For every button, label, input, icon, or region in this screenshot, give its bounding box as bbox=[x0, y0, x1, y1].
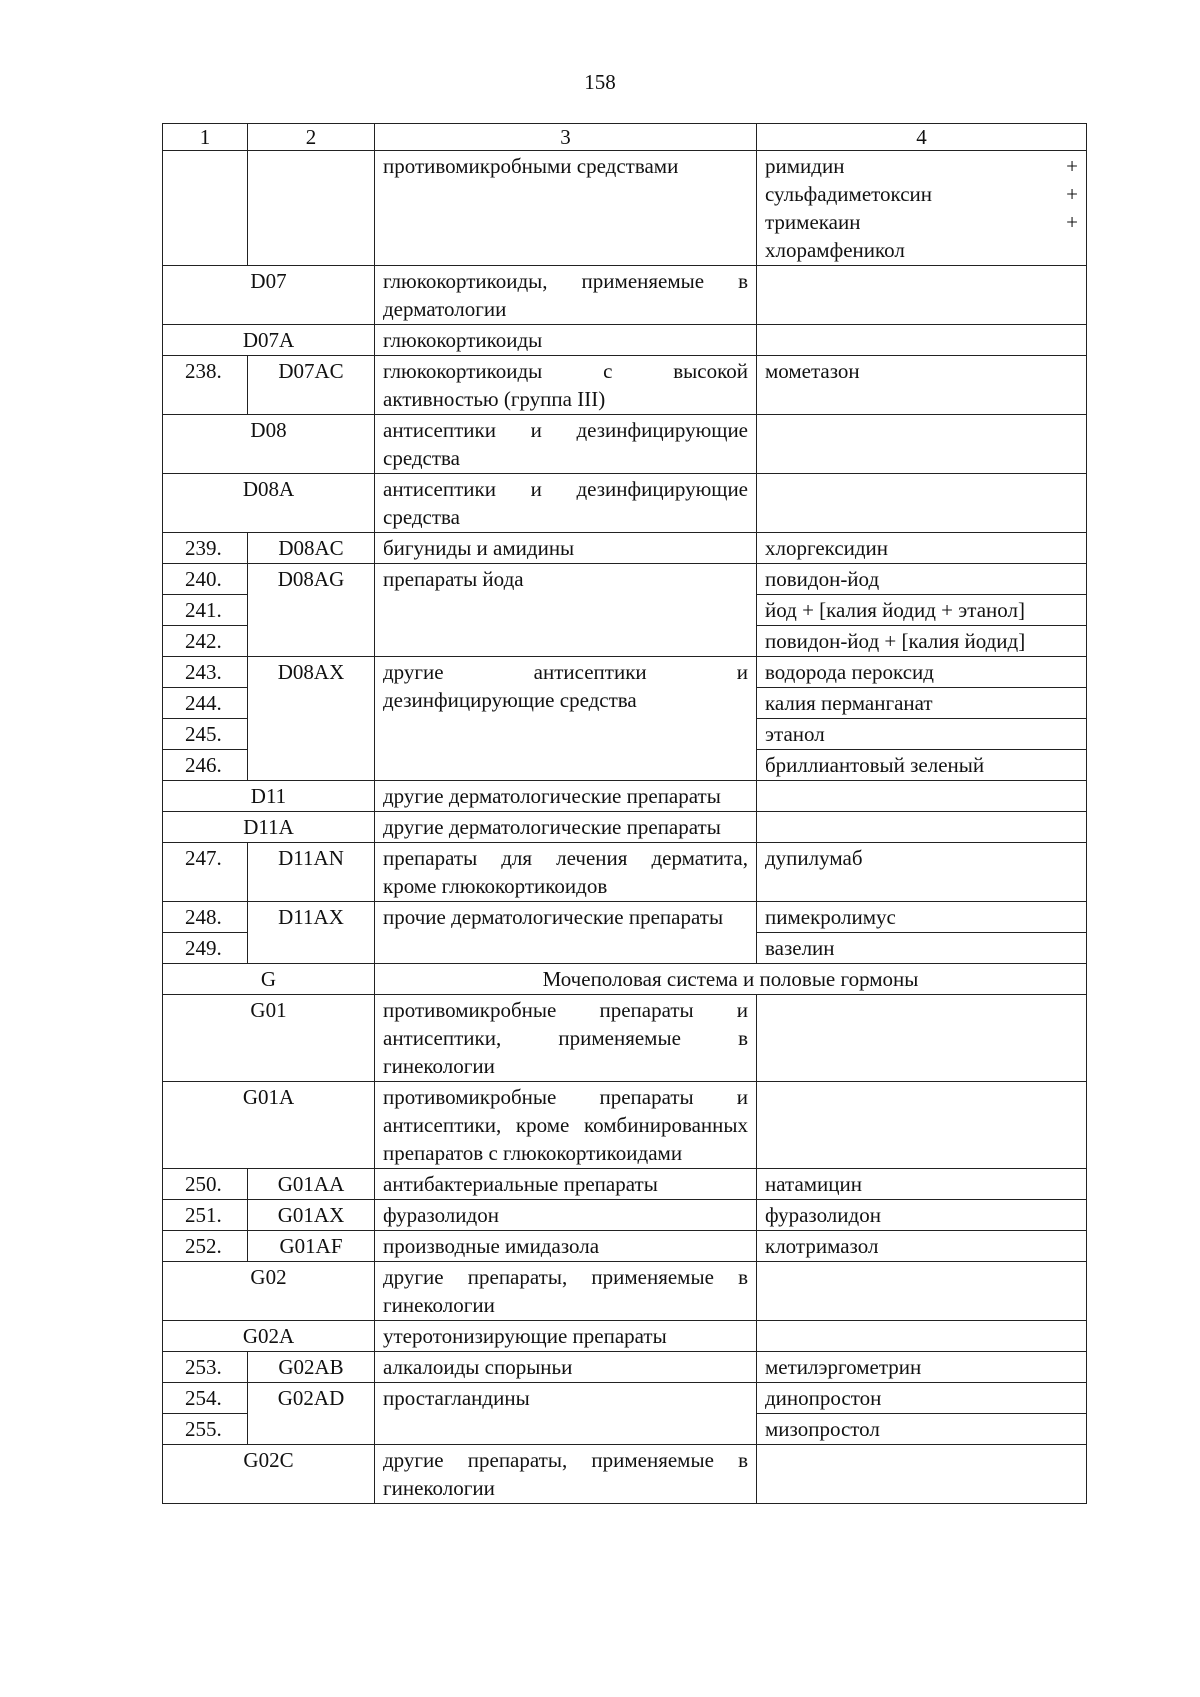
section-title-cell: Мочеполовая система и половые гормоны bbox=[375, 964, 1087, 995]
plus-mark: + bbox=[1066, 154, 1078, 178]
group-code-cell: D08A bbox=[163, 474, 375, 533]
table-row bbox=[163, 1169, 1087, 1200]
code-cell: G02AD bbox=[248, 1383, 375, 1445]
group-code-cell: D07A bbox=[163, 325, 375, 356]
group-code-cell: D11 bbox=[163, 781, 375, 812]
row-number-cell: 252. bbox=[163, 1231, 248, 1262]
code-cell: D08AX bbox=[248, 657, 375, 781]
drug-cell bbox=[757, 266, 1087, 325]
row-number-cell: 238. bbox=[163, 356, 248, 415]
description-cell: препараты для лечения дерматита, кроме глюкокортикоидов bbox=[375, 843, 757, 902]
description-cell: другие препараты, применяемые в гинекологии bbox=[375, 1445, 757, 1504]
code-cell: G02AB bbox=[248, 1352, 375, 1383]
code-cell: G01AA bbox=[248, 1169, 375, 1200]
header-col-1: 1 bbox=[163, 124, 248, 151]
header-col-3: 3 bbox=[375, 124, 757, 151]
description-cell: прочие дерматологические препараты bbox=[375, 902, 757, 964]
row-number-cell: 246. bbox=[163, 750, 248, 781]
drug-name: тримекаин bbox=[765, 210, 861, 234]
drug-cell: бриллиантовый зеленый bbox=[757, 750, 1087, 781]
group-row bbox=[163, 474, 1087, 533]
description-cell: производные имидазола bbox=[375, 1231, 757, 1262]
table-row bbox=[163, 533, 1087, 564]
description-cell: бигуниды и амидины bbox=[375, 533, 757, 564]
code-cell: D08AG bbox=[248, 564, 375, 657]
drug-cell bbox=[757, 151, 1087, 266]
drug-cell bbox=[757, 1262, 1087, 1321]
drug-cell: мизопростол bbox=[757, 1414, 1087, 1445]
drug-cell: водорода пероксид bbox=[757, 657, 1087, 688]
code-cell: D11AN bbox=[248, 843, 375, 902]
table-row bbox=[163, 1200, 1087, 1231]
code-cell: D08AC bbox=[248, 533, 375, 564]
drug-line bbox=[765, 152, 1078, 180]
drug-cell bbox=[757, 1321, 1087, 1352]
description-cell: глюкокортикоиды, применяемые в дерматологии bbox=[375, 266, 757, 325]
table-row bbox=[163, 902, 1087, 933]
description-cell: простагландины bbox=[375, 1383, 757, 1445]
header-col-4: 4 bbox=[757, 124, 1087, 151]
group-code-cell: G02 bbox=[163, 1262, 375, 1321]
drug-cell bbox=[757, 1082, 1087, 1169]
drug-cell: динопростон bbox=[757, 1383, 1087, 1414]
code-cell: D11AX bbox=[248, 902, 375, 964]
code-cell bbox=[248, 151, 375, 266]
description-cell: другие дерматологические препараты bbox=[375, 812, 757, 843]
description-cell: антисептики и дезинфицирующие средства bbox=[375, 415, 757, 474]
description-cell: препараты йода bbox=[375, 564, 757, 657]
row-number-cell: 247. bbox=[163, 843, 248, 902]
drug-cell: этанол bbox=[757, 719, 1087, 750]
table-row bbox=[163, 657, 1087, 688]
drug-cell: дупилумаб bbox=[757, 843, 1087, 902]
group-code-cell: G02C bbox=[163, 1445, 375, 1504]
row-number-cell: 255. bbox=[163, 1414, 248, 1445]
group-row bbox=[163, 415, 1087, 474]
group-row bbox=[163, 1445, 1087, 1504]
code-cell: G01AF bbox=[248, 1231, 375, 1262]
drug-cell: йод + [калия йодид + этанол] bbox=[757, 595, 1087, 626]
description-cell: алкалоиды спорыньи bbox=[375, 1352, 757, 1383]
drug-name: римидин bbox=[765, 154, 845, 178]
table-row bbox=[163, 1352, 1087, 1383]
row-number-cell: 243. bbox=[163, 657, 248, 688]
section-code-cell: G bbox=[163, 964, 375, 995]
group-row bbox=[163, 1082, 1087, 1169]
description-cell: другие препараты, применяемые в гинекологии bbox=[375, 1262, 757, 1321]
drug-name: сульфадиметоксин bbox=[765, 182, 933, 206]
drug-cell bbox=[757, 325, 1087, 356]
drug-cell bbox=[757, 474, 1087, 533]
code-cell: D07AC bbox=[248, 356, 375, 415]
drug-cell bbox=[757, 1445, 1087, 1504]
drug-line bbox=[765, 236, 1078, 264]
plus-mark: + bbox=[1066, 210, 1078, 234]
description-cell: противомикробными средствами bbox=[375, 151, 757, 266]
description-cell: антисептики и дезинфицирующие средства bbox=[375, 474, 757, 533]
drug-cell bbox=[757, 781, 1087, 812]
group-row bbox=[163, 812, 1087, 843]
table-header-row bbox=[163, 124, 1087, 151]
drug-cell: повидон-йод bbox=[757, 564, 1087, 595]
drug-cell: клотримазол bbox=[757, 1231, 1087, 1262]
table-row bbox=[163, 356, 1087, 415]
plus-mark: + bbox=[1066, 182, 1078, 206]
row-number-cell: 250. bbox=[163, 1169, 248, 1200]
description-cell: противомикробные препараты и антисептики, применяемые в гинекологии bbox=[375, 995, 757, 1082]
row-number-cell bbox=[163, 151, 248, 266]
code-cell: G01AX bbox=[248, 1200, 375, 1231]
page-number: 158 bbox=[584, 70, 616, 94]
section-row bbox=[163, 964, 1087, 995]
description-cell: фуразолидон bbox=[375, 1200, 757, 1231]
table-row bbox=[163, 1231, 1087, 1262]
group-row bbox=[163, 781, 1087, 812]
row-number-cell: 242. bbox=[163, 626, 248, 657]
drug-cell: мометазон bbox=[757, 356, 1087, 415]
description-cell: утеротонизирующие препараты bbox=[375, 1321, 757, 1352]
drug-cell: калия перманганат bbox=[757, 688, 1087, 719]
drug-cell: метилэргометрин bbox=[757, 1352, 1087, 1383]
description-cell: другие антисептики и дезинфицирующие средства bbox=[375, 657, 757, 781]
table-row bbox=[163, 843, 1087, 902]
group-row bbox=[163, 1321, 1087, 1352]
description-cell: глюкокортикоиды bbox=[375, 325, 757, 356]
drug-name: хлорамфеникол bbox=[765, 238, 905, 262]
row-number-cell: 249. bbox=[163, 933, 248, 964]
description-cell: противомикробные препараты и антисептики, кроме комбинированных препаратов с глюкокортикоидами bbox=[375, 1082, 757, 1169]
group-code-cell: G01A bbox=[163, 1082, 375, 1169]
group-code-cell: G02A bbox=[163, 1321, 375, 1352]
group-code-cell: G01 bbox=[163, 995, 375, 1082]
row-number-cell: 240. bbox=[163, 564, 248, 595]
description-cell: антибактериальные препараты bbox=[375, 1169, 757, 1200]
drug-cell bbox=[757, 415, 1087, 474]
group-code-cell: D08 bbox=[163, 415, 375, 474]
drug-classification-table bbox=[162, 123, 1087, 1504]
group-code-cell: D11A bbox=[163, 812, 375, 843]
row-number-cell: 239. bbox=[163, 533, 248, 564]
row-number-cell: 244. bbox=[163, 688, 248, 719]
table-row bbox=[163, 564, 1087, 595]
drug-line bbox=[765, 180, 1078, 208]
group-row bbox=[163, 325, 1087, 356]
drug-cell: пимекролимус bbox=[757, 902, 1087, 933]
group-row bbox=[163, 266, 1087, 325]
drug-cell: фуразолидон bbox=[757, 1200, 1087, 1231]
row-number-cell: 241. bbox=[163, 595, 248, 626]
drug-classification-table-container bbox=[162, 123, 1086, 1504]
row-number-cell: 248. bbox=[163, 902, 248, 933]
group-row bbox=[163, 1262, 1087, 1321]
drug-cell bbox=[757, 995, 1087, 1082]
description-cell: другие дерматологические препараты bbox=[375, 781, 757, 812]
drug-cell: повидон-йод + [калия йодид] bbox=[757, 626, 1087, 657]
row-number-cell: 245. bbox=[163, 719, 248, 750]
drug-line bbox=[765, 208, 1078, 236]
table-row bbox=[163, 1383, 1087, 1414]
group-row bbox=[163, 995, 1087, 1082]
group-code-cell: D07 bbox=[163, 266, 375, 325]
row-number-cell: 251. bbox=[163, 1200, 248, 1231]
drug-cell: хлоргексидин bbox=[757, 533, 1087, 564]
drug-cell bbox=[757, 812, 1087, 843]
table-row bbox=[163, 151, 1087, 266]
description-cell: глюкокортикоиды с высокой активностью (группа III) bbox=[375, 356, 757, 415]
header-col-2: 2 bbox=[248, 124, 375, 151]
drug-cell: натамицин bbox=[757, 1169, 1087, 1200]
row-number-cell: 253. bbox=[163, 1352, 248, 1383]
row-number-cell: 254. bbox=[163, 1383, 248, 1414]
drug-cell: вазелин bbox=[757, 933, 1087, 964]
